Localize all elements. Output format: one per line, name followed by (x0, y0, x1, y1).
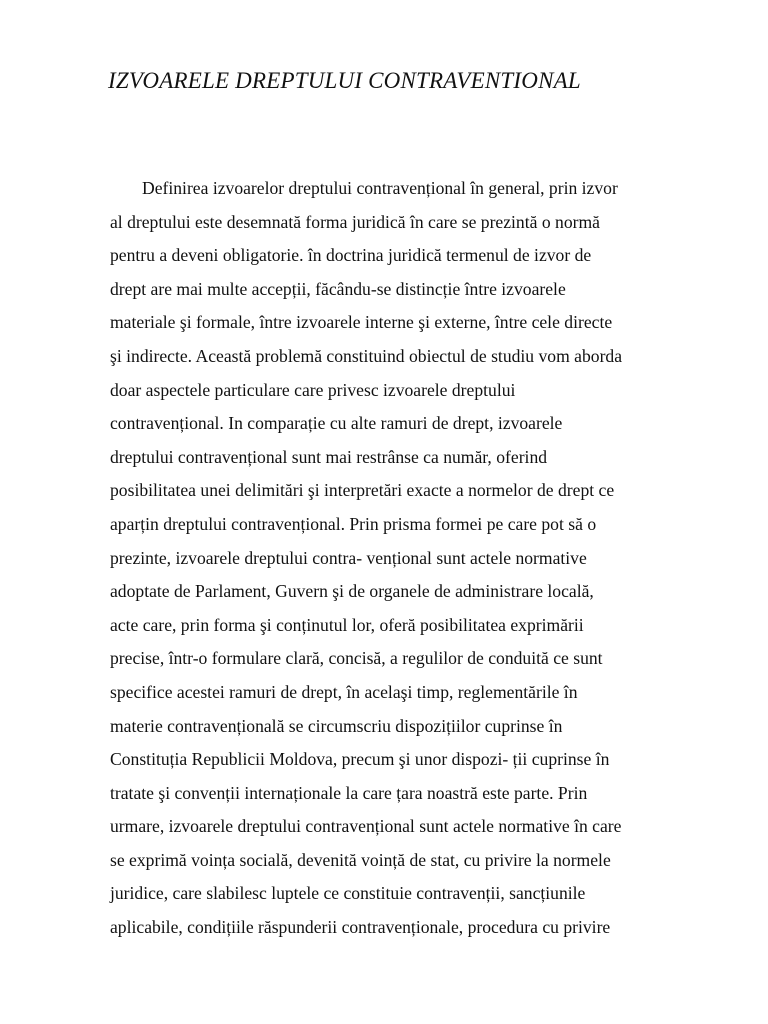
document-body (110, 172, 730, 945)
body-line: drept are mai multe accepții, făcându-se distincție între izvoarele (110, 278, 566, 299)
body-line: prezinte, izvoarele dreptului contra- vențional sunt actele normative (110, 547, 587, 568)
document-title: IZVOARELE DREPTULUI CONTRAVENTIONAL (108, 68, 581, 93)
body-line: aplicabile, condițiile răspunderii contravenționale, procedura cu privire (110, 917, 611, 938)
body-line: Constituția Republicii Moldova, precum şi unor dispozi- ții cuprinse în (110, 749, 610, 770)
body-line: adoptate de Parlament, Guvern şi de organele de administrare locală, (110, 581, 594, 602)
body-line: pentru a deveni obligatorie. în doctrina juridică termenul de izvor de (110, 245, 592, 266)
body-line: specifice acestei ramuri de drept, în acelaşi timp, reglementările în (110, 681, 578, 702)
body-line: doar aspectele particulare care privesc izvoarele dreptului (110, 379, 516, 400)
body-line: acte care, prin forma şi conținutul lor, oferă posibilitatea exprimării (110, 614, 584, 635)
body-line: tratate şi convenții internaționale la care țara noastră este parte. Prin (110, 782, 588, 803)
body-line: posibilitatea unei delimitări şi interpretări exacte a normelor de drept ce (110, 480, 615, 501)
body-line: dreptului contravențional sunt mai restrânse ca număr, oferind (110, 446, 548, 467)
body-line: materiale şi formale, între izvoarele interne şi externe, între cele directe (110, 312, 613, 333)
body-line: Definirea izvoarelor dreptului contravențional în general, prin izvor (142, 178, 618, 198)
body-line: precise, într-o formulare clară, concisă, a regulilor de conduită ce sunt (110, 648, 603, 669)
body-line: materie contravențională se circumscriu dispozițiilor cuprinse în (110, 715, 563, 736)
body-line: contravențional. In comparație cu alte ramuri de drept, izvoarele (110, 413, 563, 434)
body-line: urmare, izvoarele dreptului contravențional sunt actele normative în care (110, 816, 622, 837)
body-line: aparțin dreptului contravențional. Prin prisma formei pe care pot să o (110, 513, 597, 534)
body-line: juridice, care slabilesc luptele ce constituie contravenții, sancțiunile (110, 883, 586, 904)
body-line: al dreptului este desemnată forma juridică în care se prezintă o normă (110, 211, 600, 232)
body-line: şi indirecte. Această problemă constituind obiectul de studiu vom aborda (110, 345, 623, 366)
body-line: se exprimă voința socială, devenită voință de stat, cu privire la normele (110, 849, 611, 870)
